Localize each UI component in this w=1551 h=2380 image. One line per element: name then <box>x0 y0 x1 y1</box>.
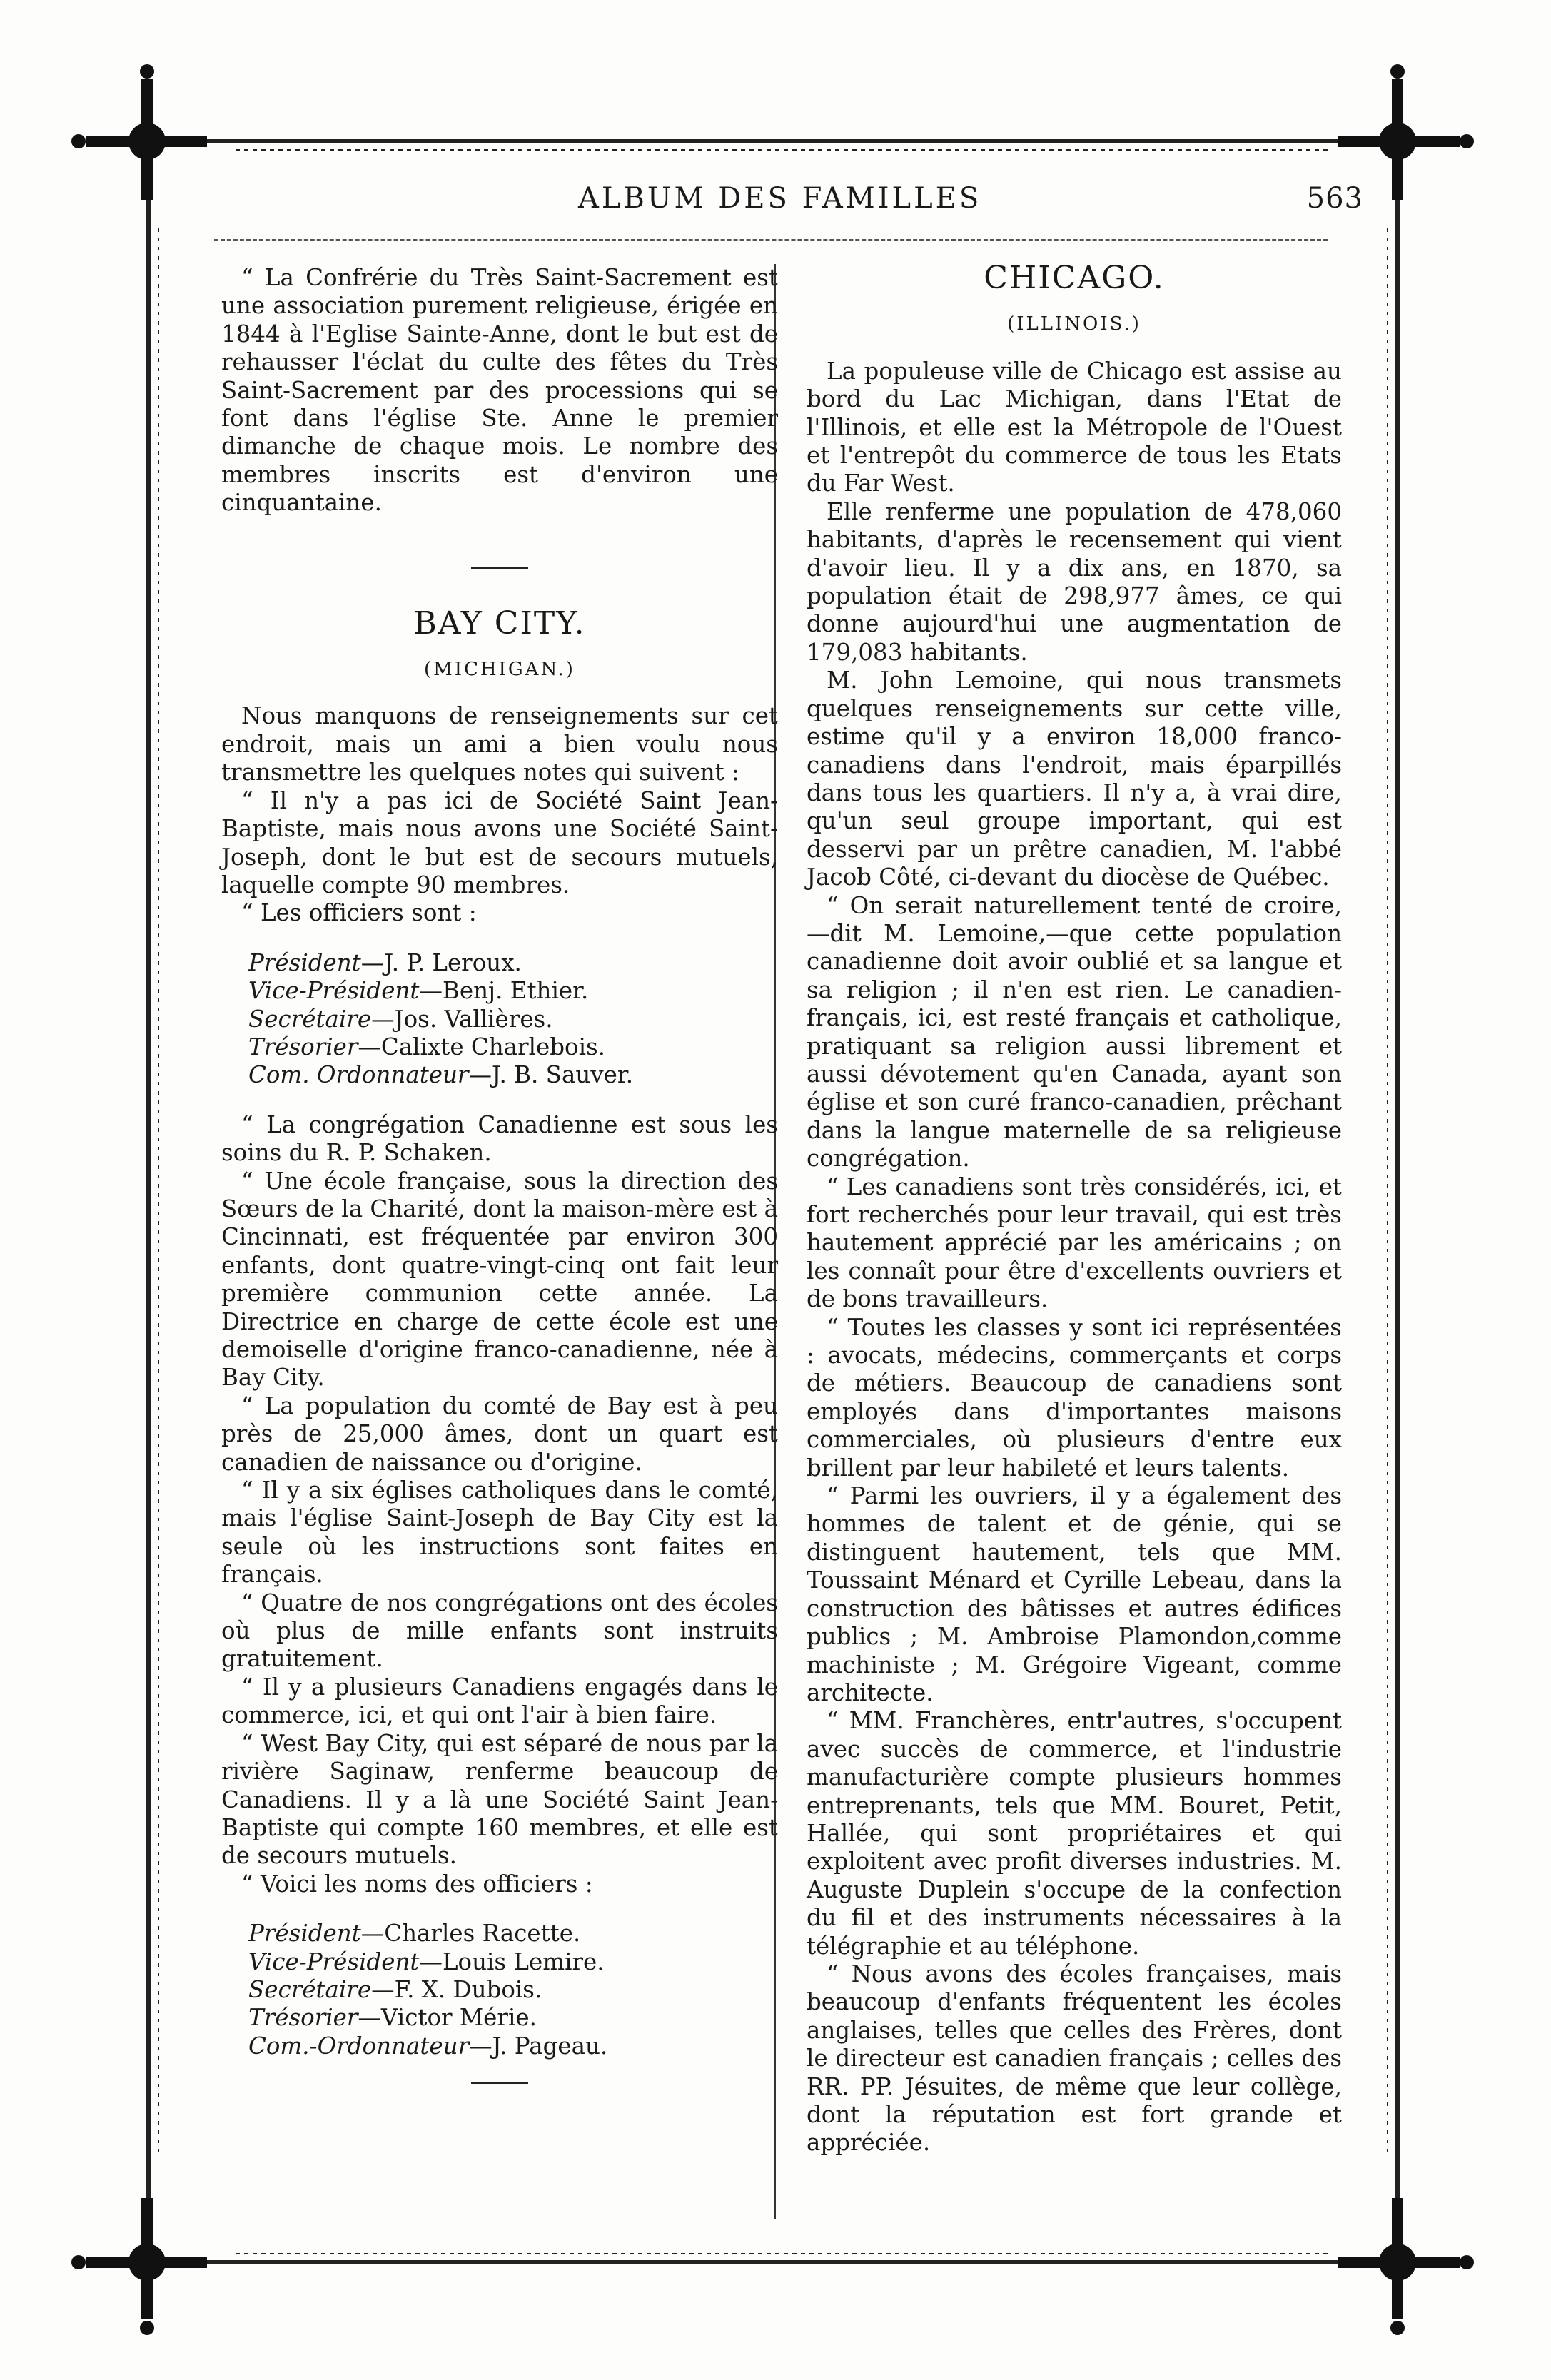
section-separator <box>471 2082 528 2084</box>
officer-row: Vice-Président—Louis Lemire. <box>248 1948 605 1975</box>
section-heading-bay-city: BAY CITY. <box>413 604 586 642</box>
officer-row: Président—Charles Racette. <box>248 1920 581 1948</box>
officer-row: Com.-Ordonnateur—J. Pageau. <box>248 2032 608 2060</box>
section-heading-chicago: CHICAGO. <box>984 260 1165 296</box>
officers-list-1 <box>248 949 778 1090</box>
paragraph: “ Toutes les classes y sont ici représentées : avocats, médecins, commerçants et corps de métiers. Beaucoup de canadiens sont employés dans d'importantes maisons commerciales, où plusieurs d'entre eux brillent par leur habileté et leurs talents. <box>807 1313 1342 1482</box>
right-column <box>807 260 1342 2157</box>
paragraph: “ On serait naturellement tenté de croire, —dit M. Lemoine,—que cette population canadienne doit avoir oublié et sa langue et sa religion ; il n'en est rien. Le canadien-français, ici, est resté français et catholique, pratiquant sa religion aussi librement et aussi dévotement qu'en Canada, ayant son église et son curé franco-canadien, prêchant dans la langue maternelle de sa religieuse congrégation. <box>807 891 1342 1173</box>
officers-list-2 <box>248 1920 778 2060</box>
section-separator <box>471 567 528 569</box>
paragraph: “ Voici les noms des officiers : <box>241 1870 593 1898</box>
corner-ornament-bottom-right <box>1338 2198 1474 2335</box>
paragraph: “ La congrégation Canadienne est sous les soins du R. P. Schaken. <box>221 1110 778 1167</box>
corner-ornament-bottom-left <box>71 2198 207 2335</box>
corner-ornament-top-right <box>1338 64 1474 200</box>
officer-row: Président—J. P. Leroux. <box>248 948 522 976</box>
paragraph: “ Les officiers sont : <box>241 899 477 927</box>
paragraph: “ Parmi les ouvriers, il y a également des hommes de talent et de génie, qui se distinguent hautement, tels que MM. Toussaint Ménard et Cyrille Lebeau, dans la construction des bâtisses et autres édifices publics ; M. Ambroise Plamondon,comme machiniste ; M. Grégoire Vigeant, comme architecte. <box>807 1482 1342 1706</box>
paragraph: “ MM. Franchères, entr'autres, s'occupent avec succès de commerce, et l'industrie manufacturière compte plusieurs hommes entreprenants, tels que MM. Bouret, Petit, Hallée, qui sont propriétaires et qui exploitent avec profit diverses industries. M. Auguste Duplein s'occupe de la confection du fil et des instruments nécessaires à la télégraphie et au téléphone. <box>807 1707 1342 1960</box>
paragraph: “ Il y a plusieurs Canadiens engagés dans le commerce, ici, et qui ont l'air à bien faire. <box>221 1673 778 1729</box>
paragraph: M. John Lemoine, qui nous transmets quelques renseignements sur cette ville, estime qu'il y a environ 18,000 franco-canadiens dans l'endroit, mais éparpillés dans tous les quartiers. Il n'y a, à vrai dire, qu'un seul groupe important, qui est desservi par un prêtre canadien, M. l'abbé Jacob Côté, ci-devant du diocèse de Québec. <box>807 667 1342 891</box>
paragraph: “ Il n'y a pas ici de Société Saint Jean-Baptiste, mais nous avons une Société Saint-Joseph, dont le but est de secours mutuels, laquelle compte 90 membres. <box>221 786 778 898</box>
paragraph: “ Nous avons des écoles françaises, mais beaucoup d'enfants fréquentent les écoles anglaises, telles que celles des Frères, dont le directeur est canadien français ; celles des RR. PP. Jésuites, de même que leur collège, dont la réputation est fort grande et appréciée. <box>807 1960 1342 2157</box>
header-title: ALBUM DES FAMILLES <box>578 182 982 215</box>
paragraph: “ Les canadiens sont très considérés, ici, et fort recherchés pour leur travail, qui est très hautement apprécié par les américains ; on les connaît pour être d'excellents ouvriers et de bons travailleurs. <box>807 1173 1342 1313</box>
section-subheading-illinois: (ILLINOIS.) <box>1007 313 1141 335</box>
paragraph: “ West Bay City, qui est séparé de nous par la rivière Saginaw, renferme beaucoup de Canadiens. Il y a là une Société Saint Jean-Baptiste qui compte 160 membres, et elle est de secours mutuels. <box>221 1729 778 1870</box>
officer-row: Trésorier—Calixte Charlebois. <box>248 1033 606 1060</box>
officer-row: Secrétaire—F. X. Dubois. <box>248 1975 542 2003</box>
officer-row: Trésorier—Victor Mérie. <box>248 2004 537 2032</box>
officer-row: Vice-Président—Benj. Ethier. <box>248 977 589 1005</box>
running-header <box>171 182 1363 225</box>
paragraph: Nous manquons de renseignements sur cet endroit, mais un ami a bien voulu nous transmettre les quelques notes qui suivent : <box>221 702 778 786</box>
header-rule <box>214 239 1328 241</box>
paragraph: La populeuse ville de Chicago est assise au bord du Lac Michigan, dans l'Etat de l'Illinois, et elle est la Métropole de l'Ouest et l'entrepôt du commerce de tous les Etats du Far West. <box>807 357 1342 497</box>
corner-ornament-top-left <box>71 64 207 200</box>
paragraph: Elle renferme une population de 478,060 habitants, d'après le recensement qui vient d'avoir lieu. Il y a dix ans, en 1870, sa population était de 298,977 âmes, ce qui donne aujourd'hui une augmentation de 179,083 habitants. <box>807 497 1342 666</box>
paragraph: “ La population du comté de Bay est à peu près de 25,000 âmes, dont un quart est canadien de naissance ou d'origine. <box>221 1392 778 1476</box>
paragraph: “ Quatre de nos congrégations ont des écoles où plus de mille enfants sont instruits gratuitement. <box>221 1589 778 1673</box>
intro-paragraph: “ La Confrérie du Très Saint-Sacrement est une association purement religieuse, érigée en 1844 à l'Eglise Sainte-Anne, dont le but est de rehausser l'éclat du culte des fêtes du Très Saint-Sacrement par des processions qui se font dans l'église Ste. Anne le premier dimanche de chaque mois. Le nombre des membres inscrits est d'environ une cinquantaine. <box>221 264 778 517</box>
left-column <box>221 264 778 2084</box>
section-subheading-michigan: (MICHIGAN.) <box>424 659 575 681</box>
officer-row: Com. Ordonnateur—J. B. Sauver. <box>248 1061 634 1089</box>
paragraph: “ Il y a six églises catholiques dans le comté, mais l'église Saint-Joseph de Bay City est la seule où les instructions sont faites en français. <box>221 1477 778 1589</box>
paragraph: “ Une école française, sous la direction des Sœurs de la Charité, dont la maison-mère est à Cincinnati, est fréquentée par environ 300 enfants, dont quatre-vingt-cinq ont fait leur première communion cette année. La Directrice en charge de cette école est une demoiselle d'origine franco-canadienne, née à Bay City. <box>221 1167 778 1392</box>
page-number: 563 <box>1306 182 1363 215</box>
officer-row: Secrétaire—Jos. Vallières. <box>248 1005 553 1033</box>
